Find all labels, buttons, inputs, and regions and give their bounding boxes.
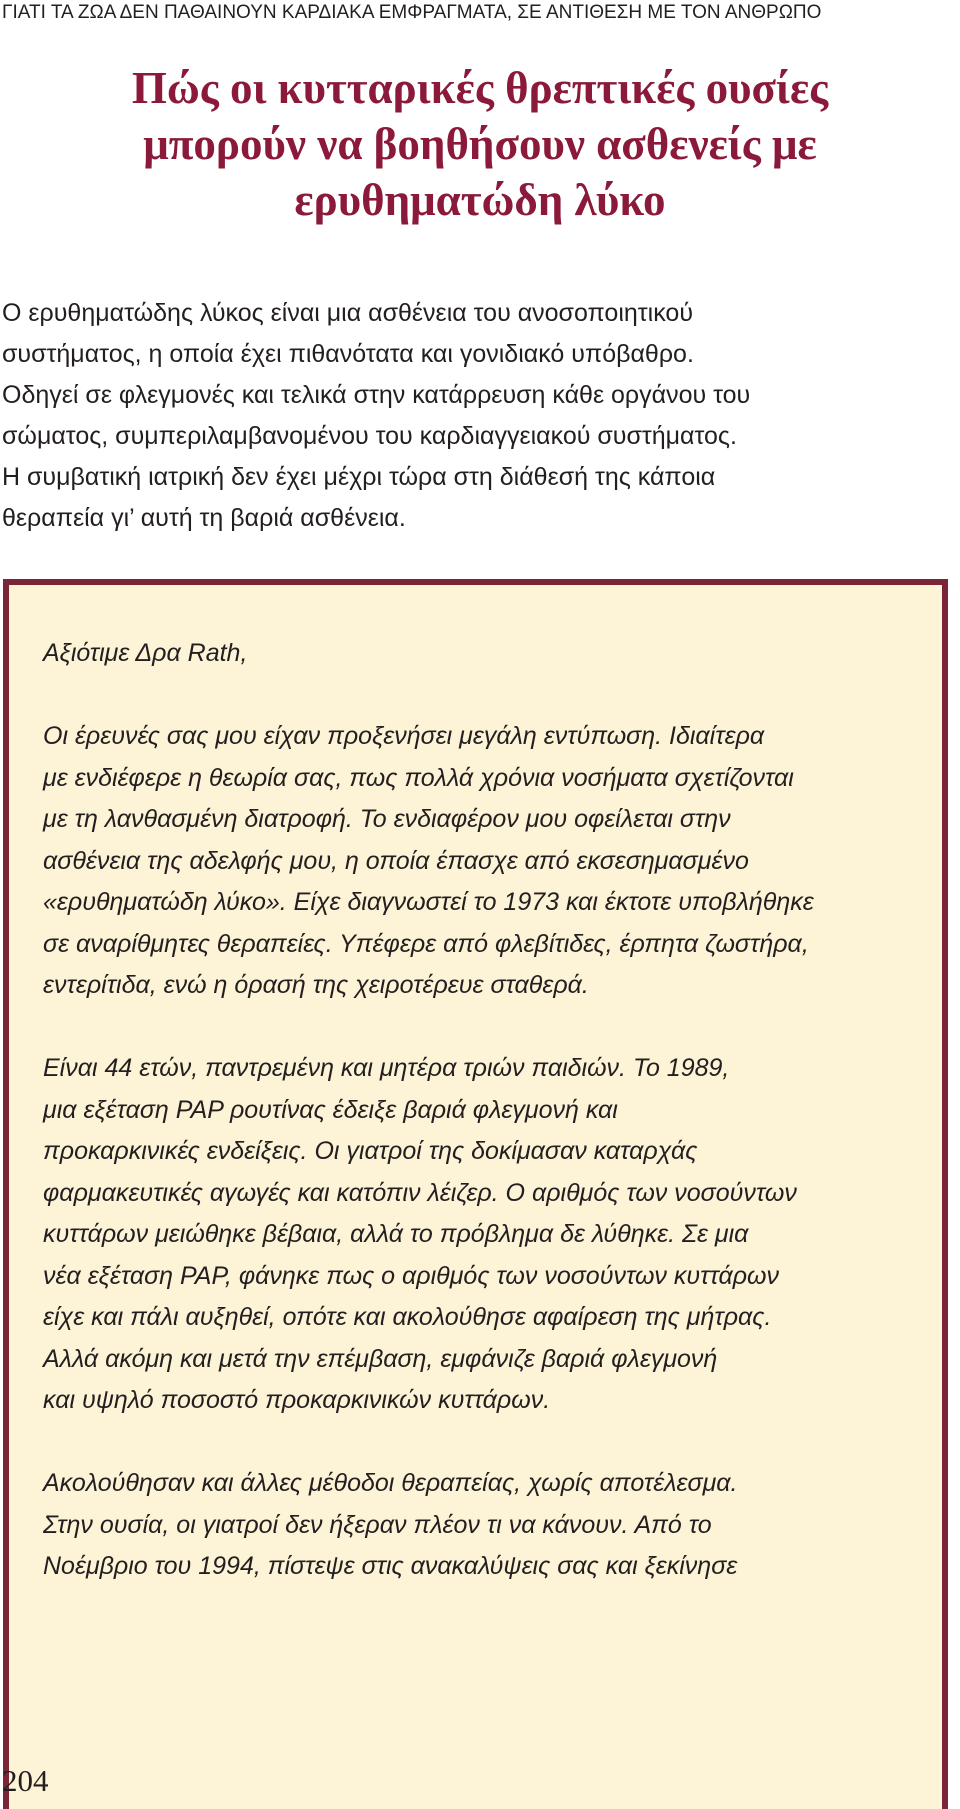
letter-text	[43, 633, 943, 1588]
letter-salutation: Αξιότιμε Δρα Rath,	[43, 639, 248, 667]
paragraph-gap	[43, 1422, 943, 1464]
letter-line: φαρμακευτικές αγωγές και κατόπιν λέιζερ. Ο αριθμός των νοσούντων	[43, 1178, 797, 1207]
letter-line: Νοέμβριο του 1994, πίστεψε στις ανακαλύψεις σας και ξεκίνησε	[43, 1552, 738, 1580]
letter-line: Ακολούθησαν και άλλες μέθοδοι θεραπείας, χωρίς αποτέλεσμα.	[43, 1469, 738, 1497]
letter-line: με ενδιέφερε η θεωρία σας, πως πολλά χρόνια νοσήματα σχετίζονται	[43, 763, 794, 792]
letter-box	[3, 579, 948, 1809]
title-line: Πώς οι κυτταρικές θρεπτικές ουσίες	[131, 63, 829, 113]
running-head: ΓΙΑΤΙ ΤΑ ΖΩΑ ΔΕΝ ΠΑΘΑΙΝΟΥΝ ΚΑΡΔΙΑΚΑ ΕΜΦΡΑΓΜΑΤΑ, ΣΕ ΑΝΤΙΘΕΣΗ ΜΕ ΤΟΝ ΑΝΘΡΩΠΟ	[2, 2, 822, 23]
letter-line: προκαρκινικές ενδείξεις. Οι γιατροί της δοκίμασαν καταρχάς	[43, 1137, 698, 1165]
intro-line: Η συμβατική ιατρική δεν έχει μέχρι τώρα στη διάθεσή της κάποια	[2, 463, 716, 491]
letter-line: μια εξέταση PAP ρουτίνας έδειξε βαριά φλεγμονή και	[43, 1095, 618, 1124]
letter-line: Είναι 44 ετών, παντρεμένη και μητέρα τριών παιδιών. Το 1989,	[43, 1054, 730, 1082]
intro-line: συστήματος, η οποία έχει πιθανότατα και γονιδιακό υπόβαθρο.	[2, 340, 694, 368]
letter-line: κυττάρων μειώθηκε βέβαια, αλλά το πρόβλημα δε λύθηκε. Σε μια	[43, 1220, 749, 1248]
letter-line: και υψηλό ποσοστό προκαρκινικών κυττάρων.	[43, 1386, 551, 1414]
letter-line: ασθένεια της αδελφής μου, η οποία έπασχε από εκσεσημασμένο	[43, 846, 749, 875]
title-line: μπορούν να βοηθήσουν ασθενείς με	[143, 119, 817, 169]
letter-line: σε αναρίθμητες θεραπείες. Υπέφερε από φλεβίτιδες, έρπητα ζωστήρα,	[43, 929, 809, 958]
page-title	[40, 60, 920, 228]
title-line: ερυθηματώδη λύκο	[294, 175, 666, 225]
intro-line: θεραπεία γι’ αυτή τη βαριά ασθένεια.	[2, 504, 406, 532]
paragraph-gap	[43, 1007, 943, 1049]
page-number: 204	[2, 1763, 49, 1798]
letter-line: Αλλά ακόμη και μετά την επέμβαση, εμφάνιζε βαριά φλεγμονή	[43, 1344, 718, 1373]
letter-line: εντερίτιδα, ενώ η όρασή της χειροτέρευε σταθερά.	[43, 971, 589, 999]
intro-line: Οδηγεί σε φλεγμονές και τελικά στην κατάρρευση κάθε οργάνου του	[2, 381, 751, 409]
intro-line: Ο ερυθηματώδης λύκος είναι μια ασθένεια του ανοσοποιητικού	[2, 299, 693, 327]
letter-line: Οι έρευνές σας μου είχαν προξενήσει μεγάλη εντύπωση. Ιδιαίτερα	[43, 722, 765, 750]
letter-line: με τη λανθασμένη διατροφή. Το ενδιαφέρον μου οφείλεται στην	[43, 805, 731, 833]
letter-line: νέα εξέταση PAP, φάνηκε πως ο αριθμός των νοσούντων κυττάρων	[43, 1261, 780, 1290]
letter-line: είχε και πάλι αυξηθεί, οπότε και ακολούθησε αφαίρεση της μήτρας.	[43, 1303, 772, 1331]
paragraph-gap	[43, 675, 943, 717]
letter-line: «ερυθηματώδη λύκο». Είχε διαγνωστεί το 1973 και έκτοτε υποβλήθηκε	[43, 888, 814, 916]
intro-paragraph	[2, 293, 952, 539]
intro-line: σώματος, συμπεριλαμβανομένου του καρδιαγγειακού συστήματος.	[2, 422, 737, 450]
letter-line: Στην ουσία, οι γιατροί δεν ήξεραν πλέον τι να κάνουν. Από το	[43, 1510, 712, 1539]
